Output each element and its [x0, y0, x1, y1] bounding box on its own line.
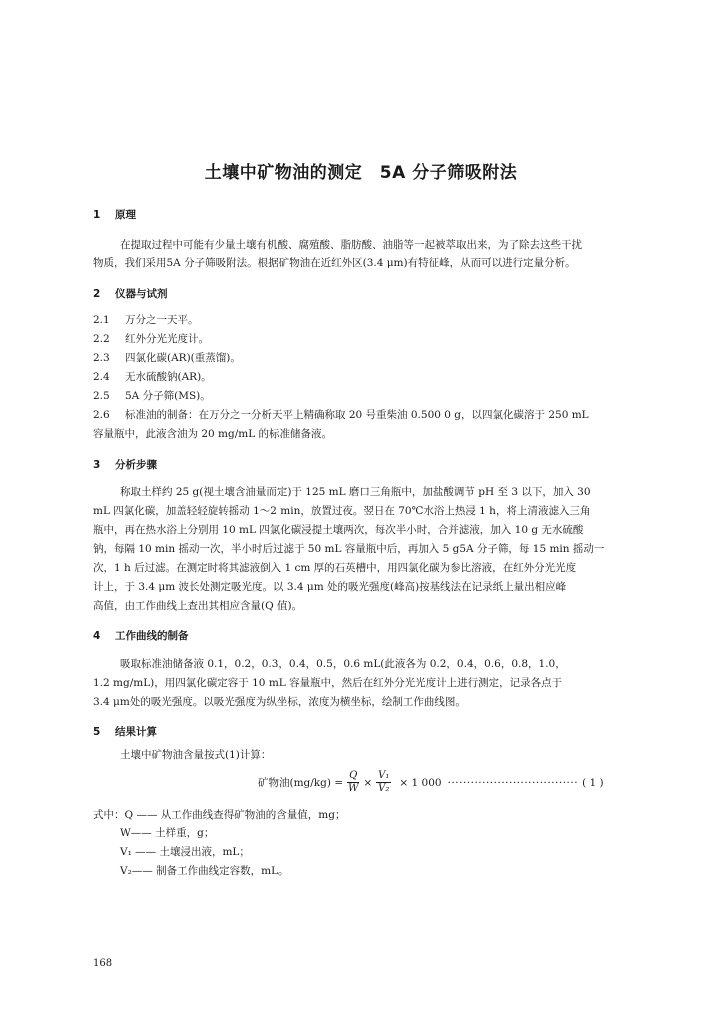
where-line: V₁ —— 土壤浸出液，mL； — [120, 846, 250, 858]
fraction-q-over-w — [347, 770, 359, 795]
section-title: 工作曲线的制备 — [115, 630, 189, 642]
item-text: 红外分光光度计。 — [125, 333, 209, 345]
section-1-heading — [93, 207, 136, 222]
numerator: Q — [349, 770, 358, 781]
item-number: 2.3 — [93, 352, 110, 364]
section-title: 分析步骤 — [115, 459, 157, 471]
paragraph-line: 计上，于 3.4 μm 波长处测定吸光度。以 3.4 μm 处的吸光强度(峰高)按基线法在记录纸上量出相应峰 — [93, 581, 567, 593]
paragraph-line: 称取土样约 25 g(视土壤含油量而定)于 125 mL 磨口三角瓶中，加盐酸调节 pH 至 3 以下，加入 30 — [120, 486, 591, 498]
list-item — [93, 370, 212, 384]
paragraph-line: 在提取过程中可能有少量土壤有机酸、腐殖酸、脂肪酸、油脂等一起被萃取出来，为了除去这些干扰 — [120, 239, 582, 251]
where-line: V₂—— 制备工作曲线定容数，mL。 — [120, 865, 289, 877]
paragraph-line: 3.4 μm处的吸光强度。以吸光强度为纵坐标，浓度为横坐标，绘制工作曲线图。 — [93, 696, 466, 708]
page-number: 168 — [93, 958, 113, 969]
section-3-heading — [93, 457, 157, 472]
paragraph-line: 物质，我们采用5A 分子筛吸附法。根据矿物油在近红外区(3.4 μm)有特征峰，从而可以进行定量分析。 — [93, 257, 576, 269]
formula-factor: × 1 000 — [399, 776, 442, 789]
denominator: V₂ — [378, 783, 390, 794]
item-number: 2.4 — [93, 371, 110, 383]
paragraph-line: mL 四氯化碳，加盖轻轻旋转摇动 1～2 min，放置过夜。翌日在 70℃水浴上热浸 1 h，将上清液滤入三角 — [93, 505, 591, 517]
denominator: W — [348, 783, 359, 794]
section-number: 3 — [93, 459, 101, 471]
where-line: 式中：Q —— 从工作曲线查得矿物油的含量值，mg； — [93, 809, 346, 821]
item-text: 万分之一天平。 — [125, 314, 199, 326]
item-text: 5A 分子筛(MS)。 — [125, 390, 211, 402]
paragraph-line: 次，1 h 后过滤。在测定时将其滤液倒入 1 cm 厚的石英槽中，用四氯化碳为参比溶液，在红外分光光度 — [93, 562, 577, 574]
item-number: 2.2 — [93, 333, 110, 345]
list-item — [93, 332, 209, 346]
item-text: 无水硫酸钠(AR)。 — [125, 371, 212, 383]
formula — [258, 770, 604, 795]
section-title: 结果计算 — [115, 726, 157, 738]
list-item — [93, 351, 241, 365]
item-text: 四氯化碳(AR)(重蒸馏)。 — [125, 352, 241, 364]
section-title: 原理 — [115, 209, 136, 221]
section-title: 仪器与试剂 — [115, 288, 168, 300]
page-title: 土壤中矿物油的测定 5A 分子筛吸附法 — [204, 163, 518, 183]
paragraph-line: 瓶中，再在热水浴上分别用 10 mL 四氯化碳浸提土壤两次，每次半小时，合并滤液，加入 10 g 无水硫酸 — [93, 524, 584, 536]
item-text: 标准油的制备：在万分之一分析天平上精确称取 20 号重柴油 0.500 0 g，以四氯化碳溶于 250 mL — [125, 409, 589, 421]
times-sign: × — [363, 776, 373, 789]
list-item — [93, 389, 211, 403]
paragraph-line: 1.2 mg/mL)，用四氯化碳定容于 10 mL 容量瓶中，然后在红外分光光度计上进行测定，记录各点于 — [93, 677, 563, 689]
paragraph-line: 容量瓶中，此液含油为 20 mg/mL 的标准储备液。 — [93, 428, 333, 440]
equation-number: ( 1 ) — [582, 776, 604, 789]
paragraph-line: 吸取标准油储备液 0.1，0.2，0.3，0.4，0.5，0.6 mL(此液各为 0.2，0.4，0.6，0.8，1.0， — [120, 658, 566, 670]
formula-lhs: 矿物油(mg/kg) = — [258, 777, 344, 789]
section-number: 2 — [93, 288, 101, 300]
item-number: 2.1 — [93, 314, 110, 326]
list-item — [93, 408, 589, 422]
section-4-heading — [93, 628, 189, 643]
leader-dots: ·································· — [447, 776, 579, 789]
section-number: 5 — [93, 726, 101, 738]
section-2-heading — [93, 286, 168, 301]
paragraph-line: 钠，每隔 10 min 摇动一次，半小时后过滤于 50 mL 容量瓶中后，再加入 5 g5A 分子筛，每 15 min 摇动一 — [93, 543, 605, 555]
where-line: W—— 土样重，g； — [120, 827, 215, 839]
fraction-v1-over-v2 — [376, 770, 391, 795]
section-number: 1 — [93, 209, 101, 221]
numerator: V₁ — [378, 770, 390, 781]
item-number: 2.5 — [93, 390, 110, 402]
section-5-heading — [93, 724, 157, 739]
paragraph-line: 高值，由工作曲线上查出其相应含量(Q 值)。 — [93, 600, 303, 612]
item-number: 2.6 — [93, 409, 110, 421]
section-number: 4 — [93, 630, 101, 642]
paragraph-line: 土壤中矿物油含量按式(1)计算： — [120, 749, 272, 761]
list-item — [93, 313, 199, 327]
